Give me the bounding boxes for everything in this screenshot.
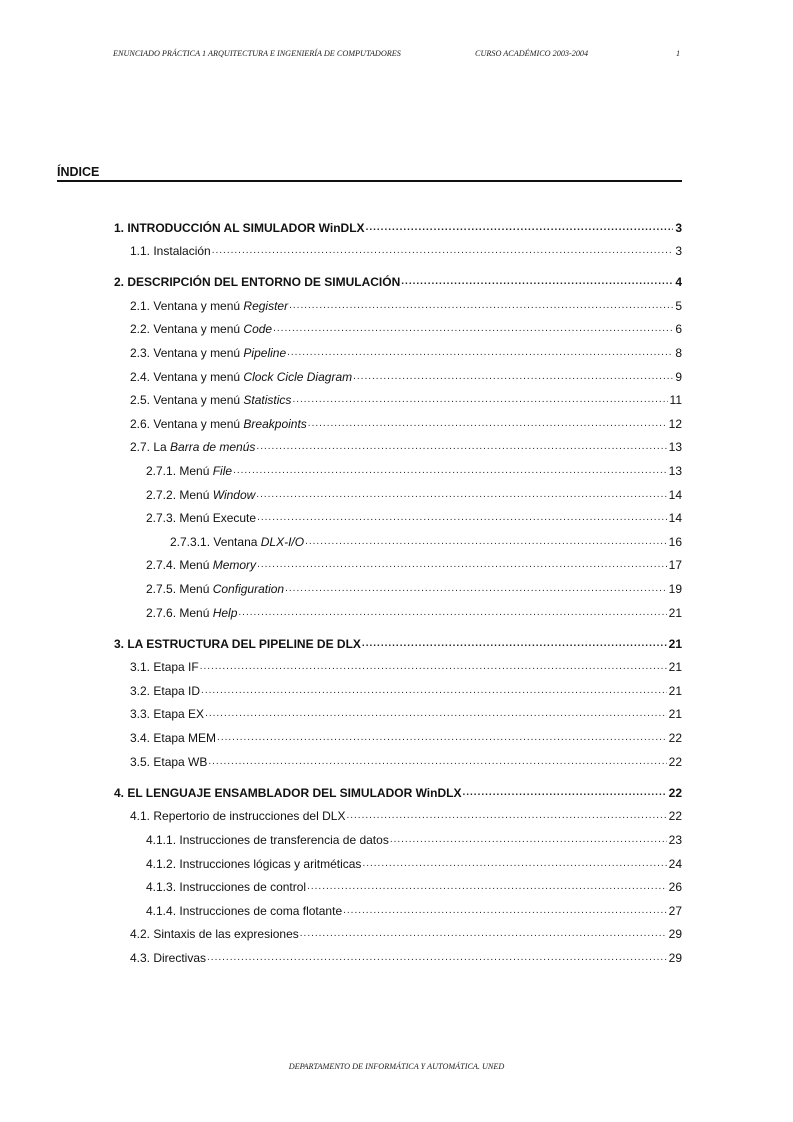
toc-entry-italic-term: DLX-I/O [260,534,305,549]
toc-entry-page-number: 22 [668,754,682,769]
toc-entry-page-number: 22 [668,809,682,824]
toc-entry-page-number: 22 [668,731,682,746]
toc-entry[interactable] [130,363,682,387]
toc-entry-italic-term: Statistics [243,393,292,408]
toc-entry-text: 2.7.5. Menú [146,582,213,596]
toc-entry[interactable] [146,599,682,623]
toc-entry-title [130,437,256,457]
toc-entry-italic-term: Memory [212,558,257,573]
toc-entry-title [146,579,285,599]
toc-entry-title [130,704,205,724]
toc-entry-page-number: 13 [668,464,682,479]
dot-leader [346,806,666,826]
toc-entry[interactable] [146,897,682,921]
dot-leader [305,532,667,552]
page-title: ÍNDICE [57,165,100,179]
toc-entry-page-number: 11 [669,393,682,408]
toc-entry-text: 3.5. Etapa WB [130,754,208,769]
dot-leader [401,272,673,292]
toc-entry-text: 3.1. Etapa IF [130,660,199,675]
toc-entry-page-number: 16 [668,534,682,549]
toc-entry-text: 4.1.3. Instrucciones de control [146,880,307,895]
toc-entry-text: 3.3. Etapa EX [130,707,205,722]
toc-entry[interactable] [130,654,682,678]
toc-entry[interactable] [130,701,682,725]
toc-entry-italic-term: Help [212,605,238,620]
toc-entry-text: 4.3. Directivas [130,950,207,965]
toc-entry-italic-term: Clock Cicle Diagram [243,369,353,384]
dot-leader [362,854,666,874]
dot-leader [256,437,666,457]
toc-entry[interactable] [146,552,682,576]
toc-entry[interactable] [130,292,682,316]
toc-entry-page-number: 3 [675,220,682,235]
toc-entry-page-number: 14 [668,487,682,502]
dot-leader [307,877,667,897]
dot-leader [292,390,667,410]
toc-entry-title [130,728,217,748]
toc-entry-title [170,532,305,552]
toc-entry-italic-term: Pipeline [243,346,287,361]
toc-entry[interactable] [130,387,682,411]
toc-entry[interactable] [130,677,682,701]
toc-entry-text: 4.1. Repertorio de instrucciones del DLX [130,809,346,824]
toc-entry-page-number: 23 [668,832,682,847]
toc-entry[interactable] [146,575,682,599]
toc-entry-page-number: 5 [675,298,682,313]
toc-entry-title [130,924,300,944]
dot-leader [362,634,667,654]
dot-leader [217,728,667,748]
toc-entry[interactable] [114,214,682,238]
toc-entry[interactable] [130,748,682,772]
toc-entry-text: 2.7.4. Menú [146,558,213,573]
toc-entry-text: 2.7. La [130,440,171,455]
toc-entry-text: 3.2. Etapa ID [130,683,201,698]
toc-entry-title [146,508,257,528]
toc-entry-italic-term: Configuration [212,582,285,596]
toc-entry[interactable] [146,457,682,481]
header-document-title: ENUNCIADO PRÁCTICA 1 ARQUITECTURA E INGENIERÍA DE COMPUTADORES [113,49,401,58]
toc-entry[interactable] [146,874,682,898]
toc-entry-page-number: 4 [675,275,682,290]
dot-leader [289,296,673,316]
dot-leader [366,218,674,238]
toc-entry-page-number: 21 [668,707,682,722]
toc-entry-title [146,485,256,505]
toc-entry-text: 2.7.3. Menú Execute [146,511,257,526]
toc-entry-text: 4. EL LENGUAJE ENSAMBLADOR DEL SIMULADOR WinDLX [114,785,462,800]
toc-entry-title [130,948,207,968]
toc-entry-text: 2.5. Ventana y menú [130,393,244,408]
dot-leader [257,555,667,575]
toc-entry-page-number: 8 [675,346,682,361]
toc-entry-title [146,830,390,850]
toc-entry-title [130,806,346,826]
toc-entry-italic-term: Register [243,298,289,313]
toc-entry-text: 3. LA ESTRUCTURA DEL PIPELINE DE DLX [114,636,361,651]
toc-entry-text: 2.1. Ventana y menú [130,298,244,313]
toc-entry-text: 2.6. Ventana y menú [130,416,244,431]
toc-entry-title [114,272,401,292]
toc-entry-page-number: 14 [668,511,682,526]
toc-entry-title [130,296,289,316]
toc-entry-text: 4.2. Sintaxis de las expresiones [130,927,299,942]
toc-entry-italic-term: Window [212,487,256,502]
toc-entry-page-number: 26 [668,880,682,895]
dot-leader [201,681,667,701]
toc-entry-page-number: 21 [668,636,682,651]
toc-entry-italic-term: Barra de menús [170,440,256,455]
toc-entry-italic-term: File [212,464,233,479]
dot-leader [285,579,667,599]
toc-entry-title [146,603,238,623]
toc-entry-title [114,634,362,654]
toc-entry-text: 2.3. Ventana y menú [130,346,244,361]
toc-entry-page-number: 17 [668,558,682,573]
toc-entry-text: 2. DESCRIPCIÓN DEL ENTORNO DE SIMULACIÓN [114,275,401,290]
toc-entry-page-number: 3 [675,244,682,259]
toc-entry-text: 2.7.6. Menú [146,605,213,620]
toc-entry-page-number: 13 [668,440,682,455]
toc-entry-page-number: 22 [668,785,682,800]
toc-entry-title [146,877,307,897]
toc-entry[interactable] [130,316,682,340]
dot-leader [212,241,674,261]
dot-leader [462,783,666,803]
toc-entry-title [130,657,200,677]
toc-entry[interactable] [146,505,682,529]
toc-entry-page-number: 19 [668,582,682,596]
toc-entry-page-number: 6 [675,322,682,337]
toc-entry-title [146,555,257,575]
dot-leader [256,485,666,505]
toc-entry-title [146,901,343,921]
toc-entry-text: 4.1.2. Instrucciones lógicas y aritméticas [146,856,362,871]
header-course-year: CURSO ACADÉMICO 2003-2004 [475,49,589,58]
toc-entry[interactable] [146,826,682,850]
toc-entry-page-number: 12 [668,416,682,431]
toc-entry-italic-term: Breakpoints [243,416,307,431]
toc-entry-title [130,343,287,363]
dot-leader [200,657,667,677]
toc-entry-text: 4.1.1. Instrucciones de transferencia de datos [146,832,389,847]
toc-entry-title [130,390,292,410]
toc-entry[interactable] [146,481,682,505]
toc-entry-title [114,783,462,803]
toc-entry[interactable] [130,238,682,262]
toc-entry-title [130,241,212,261]
toc-entry-text: 2.7.3.1. Ventana [170,534,261,549]
dot-leader [353,367,673,387]
toc-entry-text: 1. INTRODUCCIÓN AL SIMULADOR WinDLX [114,220,365,235]
table-of-contents [0,214,793,968]
title-underline [57,180,682,182]
toc-entry[interactable] [130,410,682,434]
toc-entry[interactable] [170,528,682,552]
toc-entry[interactable] [130,803,682,827]
dot-leader [233,461,667,481]
toc-entry-page-number: 29 [668,927,682,942]
toc-entry-text: 2.7.1. Menú [146,464,213,479]
dot-leader [208,752,666,772]
toc-entry-page-number: 24 [668,856,682,871]
dot-leader [207,948,667,968]
toc-entry[interactable] [146,850,682,874]
toc-entry-text: 3.4. Etapa MEM [130,731,217,746]
toc-entry-page-number: 27 [668,903,682,918]
toc-entry-page-number: 21 [668,683,682,698]
toc-entry-title [130,752,208,772]
toc-entry-page-number: 9 [675,369,682,384]
toc-entry[interactable] [130,724,682,748]
dot-leader [390,830,667,850]
toc-entry-title [130,319,273,339]
toc-entry-text: 2.2. Ventana y menú [130,322,244,337]
toc-entry-italic-term: Code [243,322,273,337]
footer-department: DEPARTAMENTO DE INFORMÁTICA Y AUTOMÁTICA. UNED [288,1062,505,1071]
toc-entry-title [146,854,362,874]
toc-entry[interactable] [130,944,682,968]
toc-entry-title [146,461,233,481]
toc-entry-page-number: 21 [668,605,682,620]
toc-entry-title [130,414,308,434]
toc-entry[interactable] [130,434,682,458]
toc-entry-title [130,367,353,387]
dot-leader [300,924,667,944]
toc-entry-text: 1.1. Instalación [130,244,211,259]
toc-entry-title [114,218,366,238]
toc-entry[interactable] [114,779,682,803]
dot-leader [343,901,667,921]
toc-entry-text: 2.7.2. Menú [146,487,213,502]
dot-leader [205,704,667,724]
dot-leader [238,603,666,623]
toc-entry[interactable] [130,339,682,363]
toc-entry-title [130,681,201,701]
dot-leader [308,414,667,434]
toc-entry[interactable] [114,269,682,293]
toc-entry[interactable] [114,630,682,654]
dot-leader [273,319,673,339]
toc-entry-text: 4.1.4. Instrucciones de coma flotante [146,903,343,918]
toc-entry-text: 2.4. Ventana y menú [130,369,244,384]
toc-entry-page-number: 29 [668,950,682,965]
dot-leader [287,343,673,363]
toc-entry-page-number: 21 [668,660,682,675]
toc-entry[interactable] [130,921,682,945]
dot-leader [257,508,667,528]
header-page-number: 1 [676,49,681,58]
